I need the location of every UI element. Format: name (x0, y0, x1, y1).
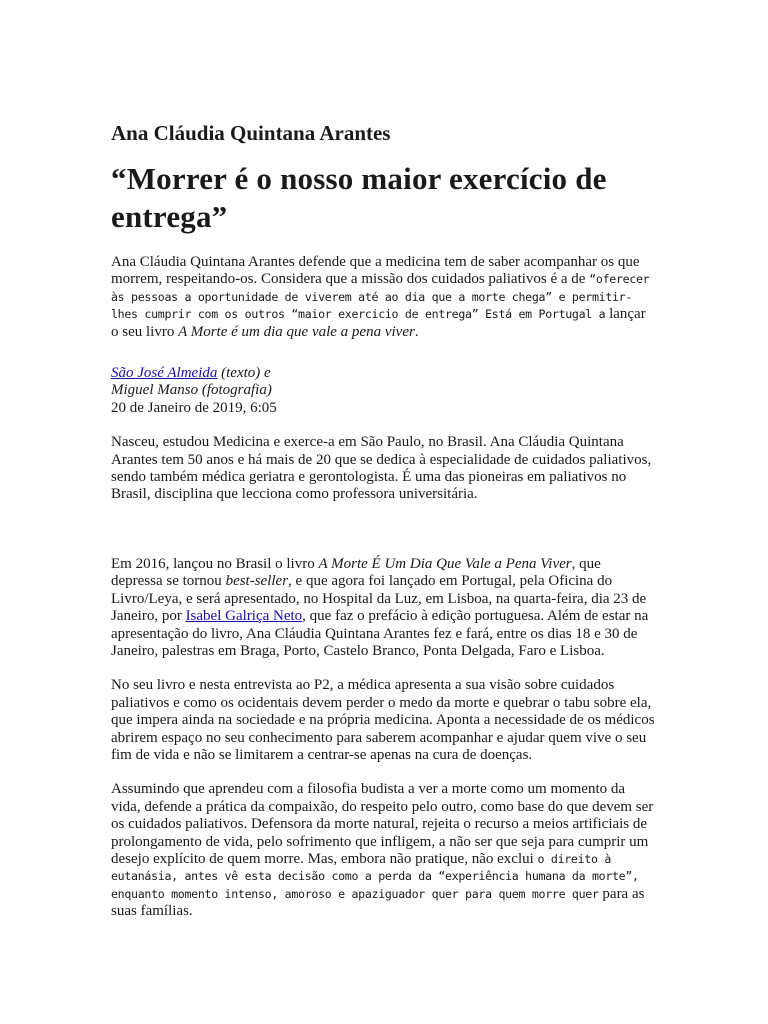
book-title: A Morte É Um Dia Que Vale a Pena Viver (318, 555, 572, 572)
lead-quote-mono: “oferecer às pessoas a oportunidade de viverem até ao dia que a morte chega” e permitir-lhes cumprir com os outros “maior exercicio de entrega” Está em Portugal a (111, 272, 650, 322)
article-lead (111, 254, 656, 341)
paragraph-vision: No seu livro e nesta entrevista ao P2, a médica apresenta a sua visão sobre cuidados paliativos e como os ocidentais devem perder o medo da morte e quebrar o tabu sobre ela, que impera ainda na sociedade e na própria medicina. Aponta a necessidade de os médicos abrirem espaço no seu conhecimento para saberem acompanhar e ajudar quem vive o seu fim de vida e não se limitarem a centrar-se apenas na cura de doenças. (111, 677, 655, 763)
book-text-c: , e que agora foi lançado em Portugal, pela Oficina do Livro/Leya, e será apresentado, no Hospital da Luz, em Lisboa, na quarta-feira, dia 23 de Janeiro, por (111, 573, 647, 625)
article-kicker: Ana Cláudia Quintana Arantes (111, 121, 391, 145)
paragraph-buddhism (111, 781, 656, 920)
author1-role: (texto) e (217, 365, 271, 382)
bestseller: best-seller (225, 573, 289, 590)
book-text-d: , que faz o prefácio à edição portuguesa. Além de estar na apresentação do livro, Ana Cláudia Quintana Arantes fez e fará, entre os dias 18 e 30 de Janeiro, palestras em Braga, Porto, Castelo Branco, Ponta Delgada, Faro e Lisboa. (111, 608, 649, 659)
byline (111, 365, 656, 417)
preface-author-link[interactable]: Isabel Galriça Neto (185, 608, 303, 625)
buddhism-text-mono: o direito à eutanásia, antes vê esta decisão como a perda da “experiência humana da morte”, enquanto momento intenso, amoroso e apaziguador quer para quem morre quer (111, 851, 639, 901)
article-headline: “Morrer é o nosso maior exercício de entrega” (111, 161, 607, 234)
lead-period: . (414, 323, 419, 340)
paragraph-book (111, 556, 656, 660)
lead-text: Ana Cláudia Quintana Arantes defende que a medicina tem de saber acompanhar os que morrem, respeitando-os. Considera que a missão dos cuidados paliativos é a de (111, 254, 640, 288)
publish-date: 20 de Janeiro de 2019, 6:05 (111, 399, 277, 416)
book-text-b: , que depressa se tornou (111, 555, 601, 590)
lead-book-title: A Morte é um dia que vale a pena viver (178, 323, 415, 340)
article (111, 118, 656, 938)
buddhism-text-a: Assumindo que aprendeu com a filosofia budista a ver a morte como um momento da vida, defende a prática da compaixão, do respeito pelo outro, como base do que devem ser os cuidados paliativos. Defensora da morte natural, rejeita o recurso a meios artificiais de prolongamento de vida, pelo sofrimento que infligem, a não ser que seja para cumprir um desejo explícito de quem morre. Mas, embora não pratique, não exclui (111, 781, 654, 867)
lead-text-end: lançar o seu livro (111, 306, 646, 340)
paragraph-bio: Nasceu, estudou Medicina e exerce-a em São Paulo, no Brasil. Ana Cláudia Quintana Arantes tem 50 anos e há mais de 20 que se dedica à especialidade de cuidados paliativos, sendo também médica geriatra e gerontologista. É uma das pioneiras em paliativos no Brasil, disciplina que lecciona como professora universitária. (111, 434, 652, 503)
author-link[interactable]: São José Almeida (111, 365, 218, 382)
buddhism-text-b: para as suas famílias. (111, 885, 645, 920)
author2: Miguel Manso (fotografia) (111, 382, 272, 399)
book-text-a: Em 2016, lançou no Brasil o livro (111, 555, 319, 572)
